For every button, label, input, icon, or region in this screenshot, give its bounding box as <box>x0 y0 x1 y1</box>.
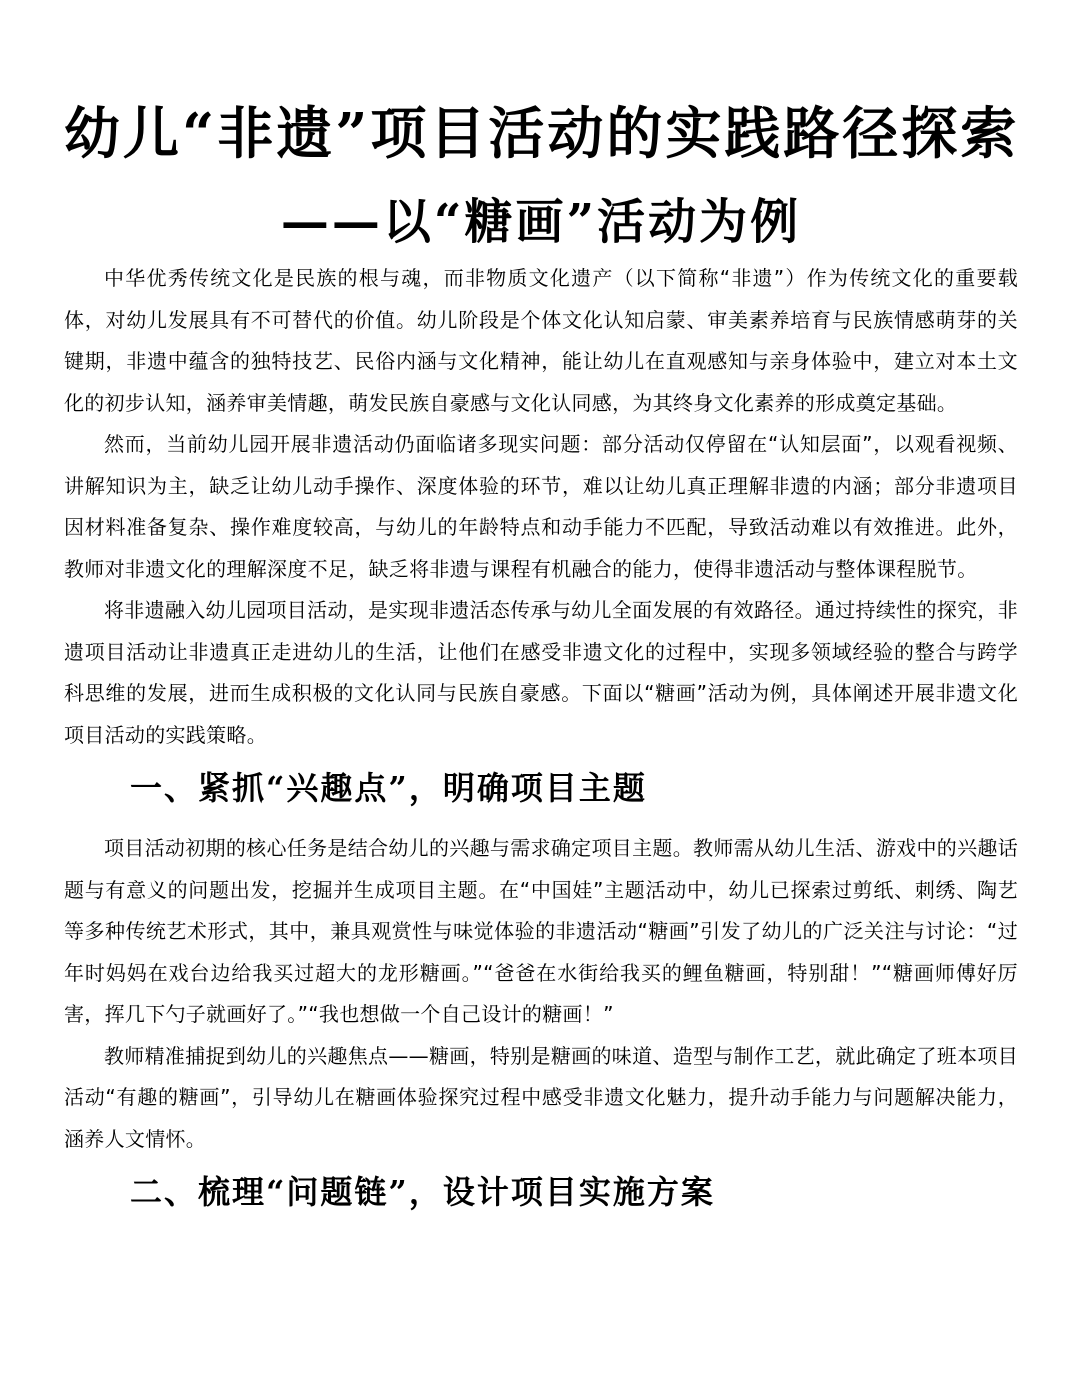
section-1-heading: 一、紧抓“兴趣点”，明确项目主题 <box>130 769 647 807</box>
intro-paragraph-2: 然而，当前幼儿园开展非遗活动仍面临诸多现实问题：部分活动仅停留在“认知层面”，以观看视频、讲解知识为主，缺乏让幼儿动手操作、深度体验的环节，难以让幼儿真正理解非遗的内涵；部分非遗项目因材料准备复杂、操作难度较高，与幼儿的年龄特点和动手能力不匹配，导致活动难以有效推进。此外，教师对非遗文化的理解深度不足，缺乏将非遗与课程有机融合的能力，使得非遗活动与整体课程脱节。 <box>64 432 1018 581</box>
document-title: 幼儿“非遗”项目活动的实践路径探索 <box>64 101 1020 167</box>
section-1-paragraph-1: 项目活动初期的核心任务是结合幼儿的兴趣与需求确定项目主题。教师需从幼儿生活、游戏中的兴趣话题与有意义的问题出发，挖掘并生成项目主题。在“中国娃”主题活动中，幼儿已探索过剪纸、刺绣、陶艺等多种传统艺术形式，其中，兼具观赏性与味觉体验的非遗活动“糖画”引发了幼儿的广泛关注与讨论：“过年时妈妈在戏台边给我买过超大的龙形糖画。”“爸爸在水街给我买的鲤鱼糖画，特别甜！”“糖画师傅好厉害，挥几下勺子就画好了。”“我也想做一个自己设计的糖画！” <box>64 836 1018 1026</box>
section-2-heading: 二、梳理“问题链”，设计项目实施方案 <box>130 1173 715 1211</box>
intro-paragraph-1: 中华优秀传统文化是民族的根与魂，而非物质文化遗产（以下简称“非遗”）作为传统文化的重要载体，对幼儿发展具有不可替代的价值。幼儿阶段是个体文化认知启蒙、审美素养培育与民族情感萌芽的关键期，非遗中蕴含的独特技艺、民俗内涵与文化精神，能让幼儿在直观感知与亲身体验中，建立对本土文化的初步认知，涵养审美情趣，萌发民族自豪感与文化认同感，为其终身文化素养的形成奠定基础。 <box>64 266 1018 415</box>
intro-paragraph-3: 将非遗融入幼儿园项目活动，是实现非遗活态传承与幼儿全面发展的有效路径。通过持续性的探究，非遗项目活动让非遗真正走进幼儿的生活，让他们在感受非遗文化的过程中，实现多领域经验的整合与跨学科思维的发展，进而生成积极的文化认同与民族自豪感。下面以“糖画”活动为例，具体阐述开展非遗文化项目活动的实践策略。 <box>64 598 1018 747</box>
section-1-paragraph-2: 教师精准捕捉到幼儿的兴趣焦点——糖画，特别是糖画的味道、造型与制作工艺，就此确定了班本项目活动“有趣的糖画”，引导幼儿在糖画体验探究过程中感受非遗文化魅力，提升动手能力与问题解决能力，涵养人文情怀。 <box>64 1043 1018 1151</box>
document-subtitle: ——以“糖画”活动为例 <box>280 194 802 250</box>
